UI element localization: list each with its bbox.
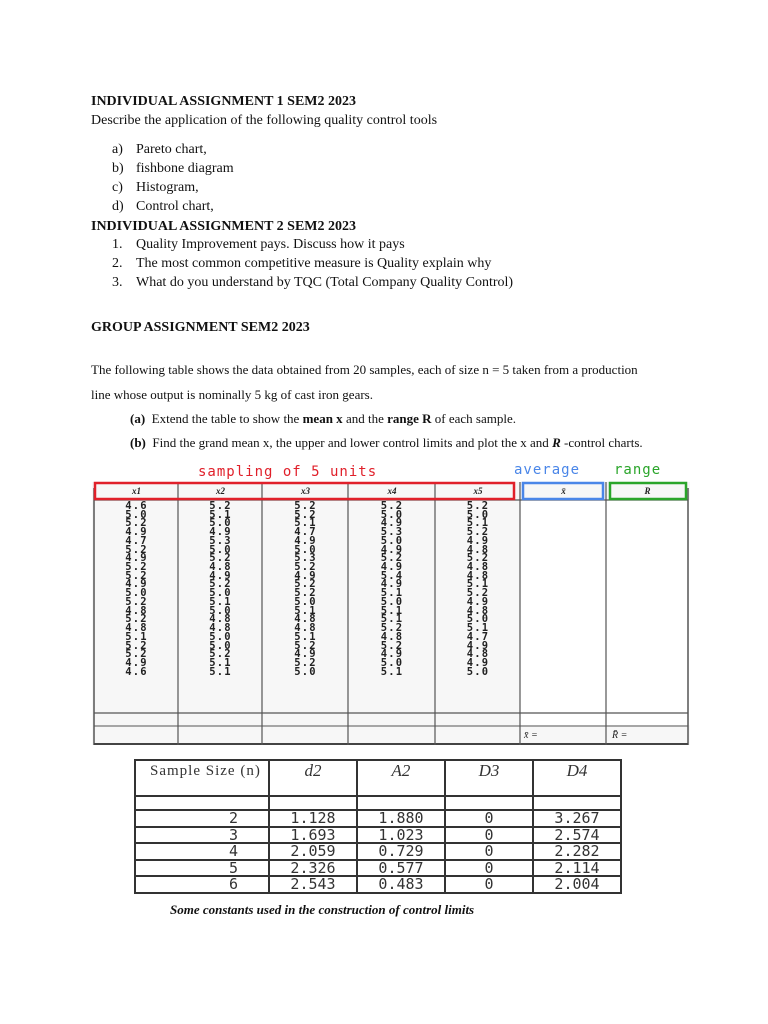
list-item: a) Pareto chart, <box>112 142 207 157</box>
table-cell: 5.1 <box>380 665 404 678</box>
table-cell: 4.9 <box>466 595 490 608</box>
header-sample-size: Sample Size (n) <box>135 760 269 796</box>
table-cell: 4.8 <box>125 622 148 635</box>
table-cell: 5.0 <box>466 613 490 626</box>
table-cell: 5.2 <box>125 613 148 626</box>
table-cell: 4.8 <box>125 604 148 617</box>
list-item: 2. The most common competitive measure is Quality explain why <box>112 256 492 271</box>
table-cell: 2.543 <box>269 876 357 893</box>
constants-table <box>134 759 622 894</box>
table-cell: 5.2 <box>466 552 490 565</box>
table-cell: 5.1 <box>466 517 490 530</box>
table-cell: 5.0 <box>380 534 404 547</box>
table-cell: 3.267 <box>533 810 621 827</box>
table-cell: 5.2 <box>380 622 404 635</box>
table-cell: 5.1 <box>209 595 232 608</box>
table-cell: 4.9 <box>466 656 490 669</box>
table-cell: 5.0 <box>209 543 232 556</box>
table-cell: 1.880 <box>357 810 445 827</box>
table-cell: 5.0 <box>380 508 404 521</box>
table-cell: 5.2 <box>125 561 148 574</box>
table-cell: 0 <box>445 876 533 893</box>
table-cell: 5.2 <box>125 569 148 582</box>
table-cell: 5.0 <box>294 665 317 678</box>
data-column-x3 <box>263 502 348 676</box>
col-header-x2: x2 <box>216 486 225 496</box>
table-cell: 2.574 <box>533 827 621 844</box>
table-cell: 5.0 <box>466 508 490 521</box>
table-cell: 5.0 <box>209 639 232 652</box>
table-cell: 0 <box>445 860 533 877</box>
table-cell: 4.7 <box>125 534 148 547</box>
table-cell: 5.1 <box>380 587 404 600</box>
sample-data-table <box>92 458 690 745</box>
table-cell: 5.1 <box>209 665 232 678</box>
table-cell: 3 <box>135 827 269 844</box>
table-cell: 5.1 <box>209 508 232 521</box>
table-cell: 5.1 <box>294 517 317 530</box>
table-cell: 5.2 <box>380 639 404 652</box>
table-cell: 4.9 <box>125 526 148 539</box>
table-cell: 5.2 <box>125 648 148 661</box>
table-cell: 4.8 <box>209 561 232 574</box>
list-item: d) Control chart, <box>112 199 214 214</box>
table-cell: 5.0 <box>294 595 317 608</box>
table-cell: 4.8 <box>466 648 490 661</box>
table-cell: 2.059 <box>269 843 357 860</box>
table-cell: 5.2 <box>466 587 490 600</box>
table-cell: 5.3 <box>380 526 404 539</box>
group-intro-line1: The following table shows the data obtained from 20 samples, each of size n = 5 taken from a production <box>91 362 638 377</box>
table-cell: 4.8 <box>209 613 232 626</box>
table-cell: 4.9 <box>294 648 317 661</box>
table-cell: 5.0 <box>209 630 232 643</box>
table-cell: 4.9 <box>294 534 317 547</box>
col-header-x1: x1 <box>132 486 141 496</box>
table-cell: 5.1 <box>466 622 490 635</box>
table-cell: 5.1 <box>125 630 148 643</box>
assignment1-title: INDIVIDUAL ASSIGNMENT 1 SEM2 2023 <box>91 94 357 109</box>
table-cell: 4.8 <box>466 604 490 617</box>
table-cell: 4.9 <box>125 656 148 669</box>
table-cell: 5.2 <box>294 561 317 574</box>
table-cell: 5.1 <box>294 604 317 617</box>
table-cell: 5.0 <box>380 595 404 608</box>
table-cell: 4.9 <box>380 648 404 661</box>
average-label: average <box>514 462 581 478</box>
table-cell: 0.577 <box>357 860 445 877</box>
table-row <box>135 827 621 844</box>
table-cell: 5.2 <box>209 500 232 512</box>
table-cell: 5.2 <box>294 500 317 512</box>
table-cell: 5.1 <box>294 630 317 643</box>
table-cell: 5.2 <box>294 656 317 669</box>
table-cell: 0 <box>445 843 533 860</box>
data-column-x5 <box>436 502 520 676</box>
table-cell: 5.0 <box>209 604 232 617</box>
table-cell: 2.114 <box>533 860 621 877</box>
col-header-r: R <box>644 486 651 496</box>
data-column-x1 <box>95 502 178 676</box>
table-cell: 4.8 <box>209 622 232 635</box>
xbar-footer: x̄ = <box>524 730 538 741</box>
table-cell: 1.693 <box>269 827 357 844</box>
table-cell: 4.9 <box>380 578 404 591</box>
constants-caption: Some constants used in the construction of control limits <box>170 902 475 917</box>
table-cell: 4.9 <box>466 639 490 652</box>
table-cell: 5.1 <box>209 656 232 669</box>
table-cell: 2.282 <box>533 843 621 860</box>
table-cell: 5.2 <box>294 639 317 652</box>
header-a2: A2 <box>357 760 445 796</box>
table-cell: 5.1 <box>466 578 490 591</box>
table-cell: 5.0 <box>209 587 232 600</box>
table-cell: 5.2 <box>125 543 148 556</box>
part-a: (a) Extend the table to show the mean x and the range R of each sample. <box>130 411 516 426</box>
table-cell: 4.8 <box>466 561 490 574</box>
range-label: range <box>614 462 662 478</box>
table-cell: 5.2 <box>294 587 317 600</box>
table-cell: 5.2 <box>209 578 232 591</box>
table-cell: 2.326 <box>269 860 357 877</box>
sampling-label: sampling of 5 units <box>198 464 378 480</box>
data-column-x2 <box>179 502 262 676</box>
table-cell: 5.3 <box>209 534 232 547</box>
table-cell: 6 <box>135 876 269 893</box>
table-cell: 4 <box>135 843 269 860</box>
table-cell: 5.2 <box>125 517 148 530</box>
table-cell: 5.2 <box>466 526 490 539</box>
table-row <box>135 860 621 877</box>
table-cell: 4.9 <box>125 552 148 565</box>
list-item: 3. What do you understand by TQC (Total Company Quality Control) <box>112 275 514 290</box>
header-d4: D4 <box>533 760 621 796</box>
table-cell: 4.8 <box>380 630 404 643</box>
table-cell: 5.2 <box>466 500 490 512</box>
table-cell: 0.729 <box>357 843 445 860</box>
assignment2-list <box>112 235 513 292</box>
table-cell: 4.8 <box>466 543 490 556</box>
table-cell: 4.6 <box>125 665 148 678</box>
table-cell: 0 <box>445 827 533 844</box>
table-cell: 5.0 <box>294 543 317 556</box>
assignment1-prompt: Describe the application of the following quality control tools <box>91 113 438 128</box>
table-cell: 4.9 <box>380 561 404 574</box>
list-item: 1. Quality Improvement pays. Discuss how it pays <box>112 237 405 252</box>
table-cell: 4.9 <box>380 517 404 530</box>
list-item: b) fishbone diagram <box>112 161 234 176</box>
header-d2: d2 <box>269 760 357 796</box>
table-cell: 4.9 <box>209 569 232 582</box>
table-cell: 5.1 <box>380 604 404 617</box>
group-intro-line2: line whose output is nominally 5 kg of cast iron gears. <box>91 387 373 402</box>
table-cell: 4.7 <box>466 630 490 643</box>
table-cell: 5.1 <box>380 613 404 626</box>
rbar-footer: R̄ = <box>612 730 628 741</box>
table-row <box>135 810 621 827</box>
header-d3: D3 <box>445 760 533 796</box>
table-cell: 4.9 <box>125 578 148 591</box>
table-cell: 5.2 <box>125 639 148 652</box>
table-cell: 5.0 <box>209 517 232 530</box>
table-cell: 0 <box>445 810 533 827</box>
col-header-xbar: x̄ <box>561 486 566 496</box>
table-cell: 5.0 <box>125 587 148 600</box>
table-cell: 5.4 <box>380 569 404 582</box>
table-cell: 2 <box>135 810 269 827</box>
table-cell: 5 <box>135 860 269 877</box>
table-cell: 4.9 <box>380 543 404 556</box>
table-cell: 5.2 <box>209 648 232 661</box>
col-header-x5: x5 <box>473 486 483 496</box>
table-cell: 5.0 <box>380 656 404 669</box>
table-cell: 5.2 <box>125 595 148 608</box>
table-cell: 5.2 <box>380 552 404 565</box>
assignment1-list <box>112 140 234 216</box>
table-cell: 5.2 <box>209 552 232 565</box>
data-column-x4 <box>349 502 435 676</box>
table-cell: 4.8 <box>466 569 490 582</box>
table-cell: 4.6 <box>125 500 148 512</box>
table-cell: 4.9 <box>466 534 490 547</box>
table-cell: 0.483 <box>357 876 445 893</box>
table-cell: 5.0 <box>466 665 490 678</box>
group-title: GROUP ASSIGNMENT SEM2 2023 <box>91 320 310 335</box>
assignment2-title: INDIVIDUAL ASSIGNMENT 2 SEM2 2023 <box>91 219 357 234</box>
table-cell: 4.9 <box>294 569 317 582</box>
table-cell: 5.2 <box>294 508 317 521</box>
list-item: c) Histogram, <box>112 180 199 195</box>
table-cell: 5.2 <box>380 500 404 512</box>
table-cell: 4.7 <box>294 526 317 539</box>
part-b: (b) Find the grand mean x, the upper and lower control limits and plot the x and R -control charts. <box>130 435 643 450</box>
col-header-x4: x4 <box>387 486 397 496</box>
table-row <box>135 843 621 860</box>
table-cell: 1.023 <box>357 827 445 844</box>
table-cell: 2.004 <box>533 876 621 893</box>
table-cell: 4.8 <box>294 613 317 626</box>
table-cell: 1.128 <box>269 810 357 827</box>
table-cell: 5.3 <box>294 552 317 565</box>
table-cell: 4.9 <box>209 526 232 539</box>
col-header-x3: x3 <box>301 486 310 496</box>
table-cell: 5.0 <box>125 508 148 521</box>
table-cell: 4.8 <box>294 622 317 635</box>
table-row <box>135 876 621 893</box>
table-cell: 5.2 <box>294 578 317 591</box>
